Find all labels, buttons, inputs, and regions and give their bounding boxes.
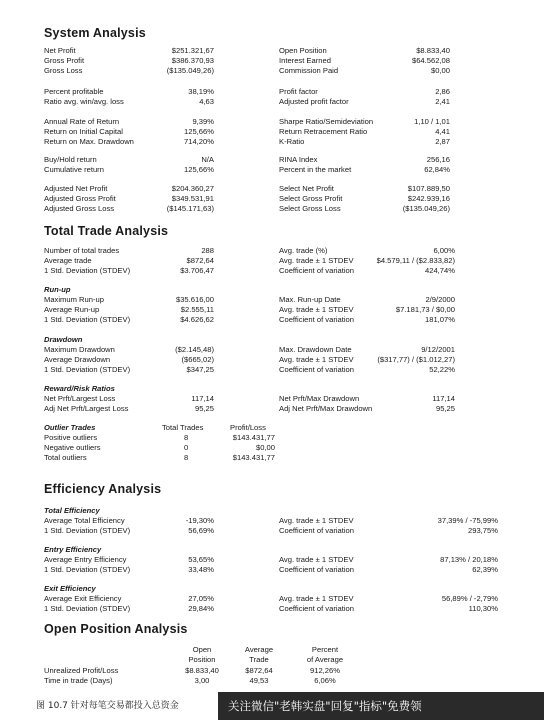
subsection-title-outlier-trades: Outlier Trades [44,423,96,432]
metric-label: Average trade [44,256,92,265]
metric-label: Time in trade (Days) [44,676,113,685]
metric-value: 110,30% [468,604,498,613]
open-position-row [0,676,544,686]
metric-value: 9,39% [192,117,214,126]
metric-label: Gross Profit [44,56,85,65]
section-title-system-analysis: System Analysis [44,26,146,40]
metric-label: 1 Std. Deviation (STDEV) [44,266,131,275]
metric-label: Interest Earned [279,56,331,65]
metric-value: 181,07% [425,315,455,324]
metric-label: Coefficient of variation [279,565,354,574]
metric-label: Percent profitable [44,87,104,96]
metric-label: Number of total trades [44,246,120,255]
metric-label: Sharpe Ratio/Semideviation [279,117,374,126]
metric-label: 1 Std. Deviation (STDEV) [44,604,131,613]
metric-label: Net Prft/Max Drawdown [279,394,360,403]
drawdown-row [0,345,544,355]
metric-value: 53,65% [188,555,214,564]
metric-value: N/A [201,155,214,164]
figure-caption: 图 10.7 针对每笔交易都投入总资金 [36,701,179,711]
column-header: Open [192,645,212,654]
metric-value: 6,06% [314,676,336,685]
metric-value: $8.833,40 [416,46,450,55]
metric-label: Average Entry Efficiency [44,555,127,564]
metric-value: $347,25 [186,365,214,374]
metric-value: $349.531,91 [171,194,214,203]
section-title-efficiency-analysis: Efficiency Analysis [44,482,162,496]
column-header: Percent [311,645,339,654]
metric-value: ($135.049,26) [166,66,214,75]
open-position-header-row [0,645,544,655]
metric-label: 1 Std. Deviation (STDEV) [44,526,131,535]
metric-value: 117,14 [191,394,214,403]
metric-label: Average Exit Efficiency [44,594,122,603]
metric-value: $242.939,16 [407,194,450,203]
metric-value: $204.360,27 [171,184,214,193]
metric-label: Avg. trade (%) [279,246,328,255]
metric-label: 1 Std. Deviation (STDEV) [44,365,131,374]
metric-label: Positive outliers [44,433,98,442]
column-header: of Average [306,655,344,664]
metric-value: $0,00 [430,66,450,75]
metric-value: 0 [184,443,189,452]
metric-value: 37,39% / -75,99% [437,516,498,525]
metric-value: ($665,02) [181,355,214,364]
drawdown-row [0,365,544,375]
reward-row [0,394,544,404]
metric-label: Percent in the market [279,165,352,174]
metric-value: 714,20% [184,137,214,146]
metric-label: Avg. trade ± 1 STDEV [279,594,354,603]
subsection-title-reward-risk: Reward/Risk Ratios [44,384,115,393]
metric-label: Average Total Efficiency [44,516,125,525]
metric-label: 1 Std. Deviation (STDEV) [44,565,131,574]
metric-label: Coefficient of variation [279,266,354,275]
outlier-row [0,443,544,453]
metric-value: $2.555,11 [180,305,214,314]
metric-label: Unrealized Profit/Loss [44,666,119,675]
outlier-row [0,453,544,463]
metric-label: Max. Drawdown Date [279,345,352,354]
metric-label: Select Gross Loss [279,204,341,213]
efficiency-row [0,526,544,536]
open-position-header-row [0,655,544,665]
metric-value: 8 [184,433,189,442]
efficiency-row [0,604,544,614]
system-row [0,165,544,175]
metric-value: -19,30% [185,516,214,525]
metric-label: Net Prft/Largest Loss [44,394,116,403]
metric-label: Ratio avg. win/avg. loss [44,97,124,106]
metric-label: Avg. trade ± 1 STDEV [279,256,354,265]
metric-value: 95,25 [435,404,455,413]
metric-label: Avg. trade ± 1 STDEV [279,355,354,364]
metric-label: Coefficient of variation [279,365,354,374]
metric-value: 288 [201,246,214,255]
metric-label: Select Gross Profit [279,194,343,203]
metric-value: 2,86 [435,87,450,96]
metric-label: Total outliers [44,453,87,462]
metric-label: 1 Std. Deviation (STDEV) [44,315,131,324]
metric-value: 6,00% [433,246,455,255]
system-row [0,56,544,66]
metric-label: Adjusted Gross Loss [44,204,115,213]
metric-label: Return on Max. Drawdown [44,137,134,146]
metric-value: 4,63 [199,97,214,106]
metric-label: Negative outliers [44,443,101,452]
outlier-header-row [0,423,544,433]
system-row [0,184,544,194]
promo-banner: 关注微信"老韩实盘"回复"指标"免费领 [218,692,544,720]
system-row [0,127,544,137]
metric-label: Avg. trade ± 1 STDEV [279,305,354,314]
system-row [0,194,544,204]
metric-value: $7.181,73 / $0,00 [395,305,455,314]
metric-value: ($2.145,48) [175,345,214,354]
runup-row [0,305,544,315]
metric-label: Annual Rate of Return [44,117,120,126]
metric-value: $3.706,47 [180,266,214,275]
column-header: Profit/Loss [230,423,266,432]
metric-value: ($317,77) / ($1.012,27) [377,355,455,364]
column-header: Position [188,655,216,664]
section-title-open-position-analysis: Open Position Analysis [44,622,188,636]
system-row [0,46,544,56]
subsection-title-run-up: Run-up [44,285,71,294]
metric-label: Open Position [279,46,327,55]
metric-label: Select Net Profit [279,184,334,193]
metric-value: $8.833,40 [185,666,219,675]
subsection-title-entry-efficiency: Entry Efficiency [44,545,102,554]
metric-label: RINA Index [279,155,318,164]
subsection-title-drawdown: Drawdown [44,335,83,344]
metric-label: Coefficient of variation [279,604,354,613]
metric-value: $386.370,93 [171,56,214,65]
efficiency-row [0,594,544,604]
column-header: Total Trades [162,423,204,432]
column-header: Trade [249,655,269,664]
metric-label: Return Retracement Ratio [279,127,368,136]
metric-value: 1,10 / 1,01 [414,117,450,126]
column-header: Average [244,645,274,654]
metric-value: 38,19% [188,87,214,96]
outlier-row [0,433,544,443]
metric-value: $107.889,50 [407,184,450,193]
system-row [0,155,544,165]
subsection-title-exit-efficiency: Exit Efficiency [44,584,96,593]
efficiency-row [0,565,544,575]
metric-label: Coefficient of variation [279,526,354,535]
metric-label: Gross Loss [44,66,83,75]
metric-value: 62,84% [424,165,450,174]
metric-value: $143.431,77 [232,453,275,462]
efficiency-row [0,516,544,526]
metric-value: 9/12/2001 [421,345,455,354]
metric-value: 56,69% [188,526,214,535]
metric-label: Cumulative return [44,165,104,174]
metric-label: Maximum Drawdown [44,345,115,354]
metric-label: Adjusted Gross Profit [44,194,116,203]
metric-value: $143.431,77 [232,433,275,442]
metric-value: 125,66% [184,127,214,136]
trade-row [0,246,544,256]
metric-value: 95,25 [194,404,214,413]
metric-value: 29,84% [188,604,214,613]
metric-value: 125,66% [184,165,214,174]
metric-value: $4.626,62 [180,315,214,324]
drawdown-row [0,355,544,365]
metric-label: Commission Paid [279,66,339,75]
metric-label: Adj Net Prft/Largest Loss [44,404,129,413]
metric-value: $0,00 [255,443,275,452]
metric-value: 256,16 [426,155,450,164]
metric-label: Max. Run-up Date [279,295,341,304]
reward-row [0,404,544,414]
section-title-total-trade-analysis: Total Trade Analysis [44,224,169,238]
metric-label: Avg. trade ± 1 STDEV [279,516,354,525]
metric-label: Adjusted profit factor [279,97,349,106]
metric-value: 2/9/2000 [425,295,455,304]
metric-value: ($145.171,63) [166,204,214,213]
metric-value: $251.321,67 [171,46,214,55]
system-row [0,97,544,107]
metric-value: 87,13% / 20,18% [440,555,498,564]
efficiency-row [0,555,544,565]
metric-value: $872,64 [245,666,273,675]
metric-label: Buy/Hold return [44,155,97,164]
metric-label: Adj Net Prft/Max Drawdown [279,404,373,413]
metric-value: 2,87 [435,137,450,146]
metric-value: 912,26% [310,666,340,675]
runup-row [0,315,544,325]
system-row [0,137,544,147]
metric-value: 117,14 [432,394,455,403]
metric-label: Adjusted Net Profit [44,184,108,193]
metric-value: 33,48% [188,565,214,574]
metric-value: 3,00 [194,676,210,685]
trade-row [0,266,544,276]
metric-value: 424,74% [425,266,455,275]
metric-value: 56,89% / -2,79% [441,594,498,603]
metric-value: 2,41 [435,97,450,106]
metric-label: Average Run-up [44,305,100,314]
system-row [0,204,544,214]
metric-value: 4,41 [435,127,450,136]
metric-value: $4.579,11 / ($2.833,82) [376,256,455,265]
metric-label: Maximum Run-up [44,295,104,304]
metric-value: ($135.049,26) [402,204,450,213]
subsection-title-total-efficiency: Total Efficiency [44,506,100,515]
metric-value: 62,39% [472,565,498,574]
system-row [0,87,544,97]
runup-row [0,295,544,305]
metric-value: 52,22% [429,365,455,374]
metric-value: 8 [184,453,189,462]
trade-row [0,256,544,266]
system-row [0,66,544,76]
open-position-row [0,666,544,676]
metric-value: $872,64 [186,256,214,265]
metric-label: Avg. trade ± 1 STDEV [279,555,354,564]
metric-label: K-Ratio [279,137,305,146]
metric-value: 27,05% [188,594,214,603]
metric-label: Coefficient of variation [279,315,354,324]
metric-value: $35.616,00 [175,295,214,304]
metric-label: Return on Initial Capital [44,127,123,136]
metric-value: 49,53 [249,676,269,685]
metric-label: Average Drawdown [44,355,111,364]
metric-value: $64.562,08 [411,56,450,65]
metric-label: Profit factor [279,87,318,96]
metric-value: 293,75% [468,526,498,535]
system-row [0,117,544,127]
metric-label: Net Profit [44,46,76,55]
